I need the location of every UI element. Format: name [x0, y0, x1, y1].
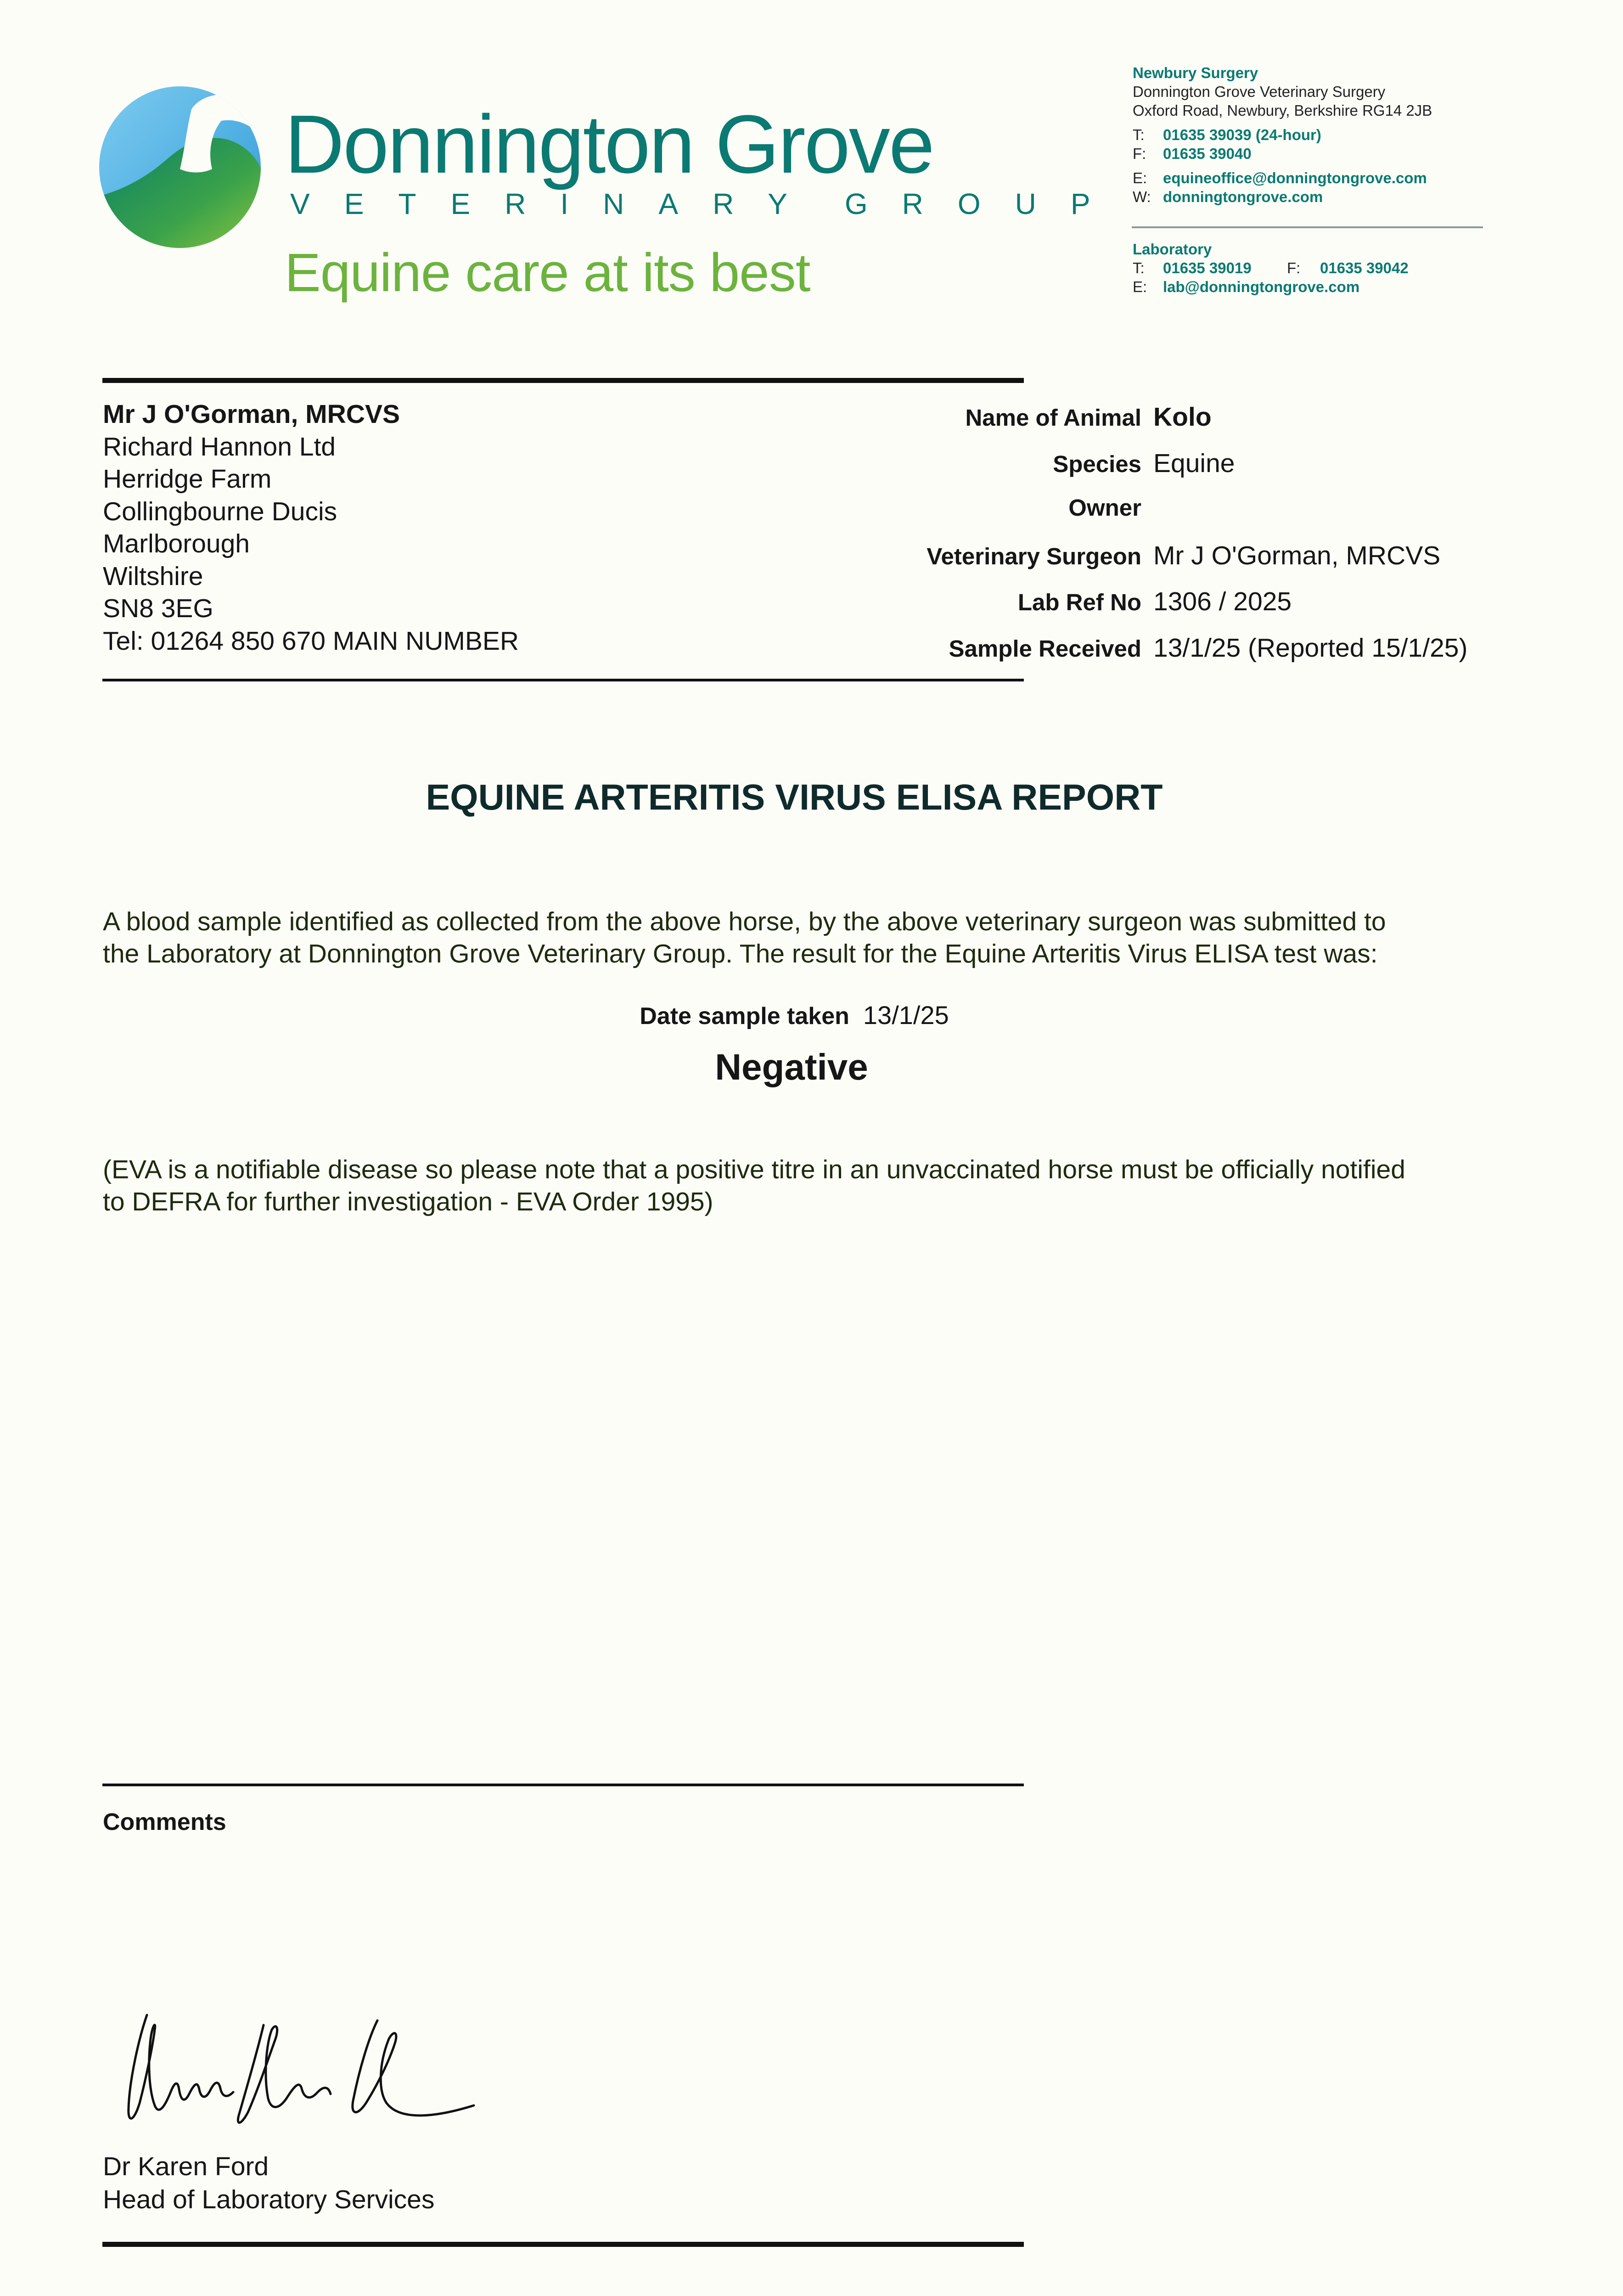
signatory-role: Head of Laboratory Services [103, 2185, 435, 2214]
address-line: Richard Hannon Ltd [103, 432, 336, 461]
comments-rule [102, 1784, 1024, 1786]
report-intro [103, 906, 1489, 970]
detail-row-lab-ref: Lab Ref No 1306 / 2025 [1017, 587, 1292, 616]
signatory-name: Dr Karen Ford [103, 2152, 269, 2181]
note-line: (EVA is a notifiable disease so please note that a positive titre in an unvaccinated horse must be officially notified [103, 1155, 1405, 1184]
detail-row-owner: Owner [1068, 495, 1141, 521]
recipient-name: Mr J O'Gorman, MRCVS [103, 400, 400, 429]
bottom-rule [102, 2242, 1024, 2247]
comments-label: Comments [103, 1809, 226, 1835]
address-line: Marlborough [103, 529, 250, 558]
surgery-email-link[interactable]: E: equineoffice@donningtongrove.com [1133, 169, 1427, 186]
notifiable-note [103, 1154, 1489, 1218]
test-result: Negative [715, 1047, 868, 1087]
brand-subtitle [290, 189, 1125, 219]
address-phone: Tel: 01264 850 670 MAIN NUMBER [103, 626, 519, 656]
header-divider [1132, 226, 1483, 228]
signatory-block [103, 2150, 434, 2216]
brand-subtitle-veterinary: VETERINARY [290, 187, 822, 220]
surgery-name: Donnington Grove Veterinary Surgery [1133, 83, 1386, 100]
detail-row-animal-name: Name of Animal Kolo [965, 402, 1212, 432]
detail-row-species: Species Equine [1053, 448, 1235, 478]
info-bottom-rule [102, 679, 1024, 681]
address-line: Herridge Farm [103, 464, 272, 494]
surgery-address: Oxford Road, Newbury, Berkshire RG14 2JB [1133, 102, 1432, 119]
note-line: to DEFRA for further investigation - EVA Order 1995) [103, 1187, 713, 1216]
animal-details [735, 402, 1488, 679]
laboratory-contact [1133, 240, 1409, 296]
report-intro-line: the Laboratory at Donnington Grove Veterinary Group. The result for the Equine Arteritis Virus ELISA test was: [103, 939, 1378, 968]
report-intro-line: A blood sample identified as collected from the above horse, by the above veterinary surgeon was submitted to [103, 907, 1386, 936]
laboratory-email-link[interactable]: E: lab@donningtongrove.com [1133, 278, 1360, 295]
surgery-fax: F: 01635 39040 [1133, 145, 1252, 162]
address-line: Wiltshire [103, 561, 203, 591]
surgery-heading: Newbury Surgery [1133, 64, 1258, 81]
detail-row-sample-received: Sample Received 13/1/25 (Reported 15/1/25) [949, 633, 1468, 663]
brand-slogan: Equine care at its best [285, 242, 810, 303]
date-sample-taken-label: Date sample taken [640, 1003, 849, 1030]
surgery-contact [1133, 63, 1432, 206]
address-line: Collingbourne Ducis [103, 496, 337, 526]
top-rule [102, 378, 1024, 383]
recipient-address [103, 398, 608, 669]
brand-name: Donnington Grove [285, 98, 933, 191]
detail-row-veterinary-surgeon: Veterinary Surgeon Mr J O'Gorman, MRCVS [927, 540, 1441, 570]
laboratory-phone: T: 01635 39019 F: 01635 39042 [1133, 259, 1409, 276]
surgery-tel: T: 01635 39039 (24-hour) [1133, 126, 1321, 143]
surgery-website-link[interactable]: W: donningtongrove.com [1133, 188, 1323, 205]
signature [120, 2011, 478, 2135]
address-line: SN8 3EG [103, 594, 213, 623]
date-sample-taken [0, 1000, 1589, 1030]
laboratory-heading: Laboratory [1133, 241, 1212, 258]
report-title: EQUINE ARTERITIS VIRUS ELISA REPORT [426, 777, 1163, 817]
donnington-grove-logo [97, 82, 263, 253]
date-sample-taken-value: 13/1/25 [863, 1001, 949, 1030]
brand-subtitle-group: GROUP [844, 187, 1125, 220]
